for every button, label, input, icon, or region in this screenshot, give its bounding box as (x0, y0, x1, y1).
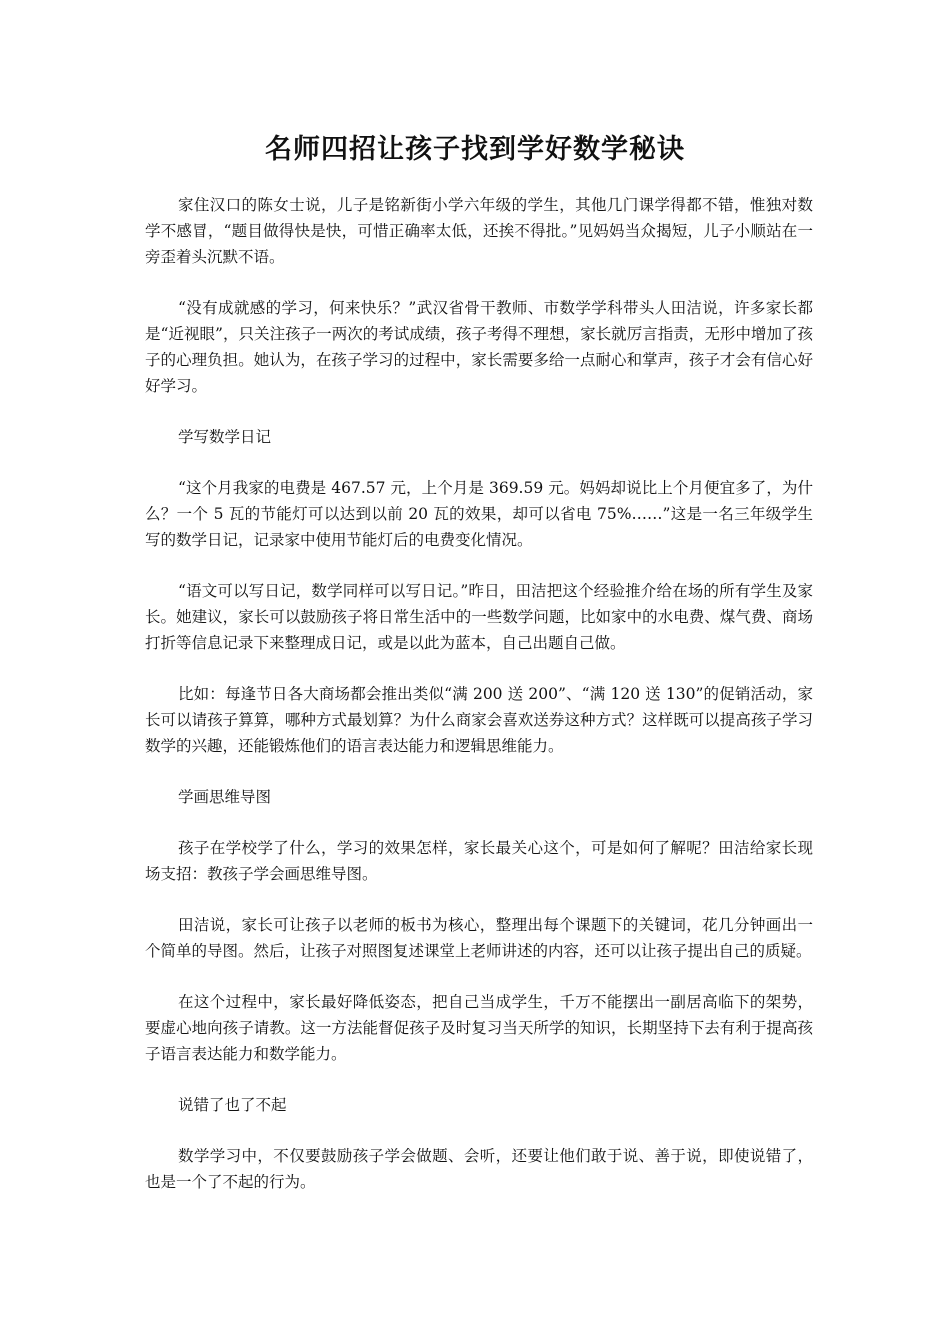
paragraph: 比如：每逢节日各大商场都会推出类似“满 200 送 200”、“满 120 送 130”的促销活动，家长可以请孩子算算，哪种方式最划算？为什么商家会喜欢送券这种方式？这样既可以提高孩子学习数学的兴趣，还能锻炼他们的语言表达能力和逻辑思维能力。 (145, 685, 813, 755)
section-heading: 说错了也了不起 (178, 1096, 287, 1114)
paragraph: “这个月我家的电费是 467.57 元，上个月是 369.59 元。妈妈却说比上个月便宜多了，为什么？一个 5 瓦的节能灯可以达到以前 20 瓦的效果，却可以省电 75%……”这是一名三年级学生写的数学日记，记录家中使用节能灯后的电费变化情况。 (145, 479, 813, 549)
paragraph: 在这个过程中，家长最好降低姿态，把自己当成学生，千万不能摆出一副居高临下的架势，要虚心地向孩子请教。这一方法能督促孩子及时复习当天所学的知识，长期坚持下去有利于提高孩子语言表达能力和数学能力。 (145, 993, 813, 1063)
paragraph: “没有成就感的学习，何来快乐？”武汉省骨干教师、市数学学科带头人田洁说，许多家长都是“近视眼”，只关注孩子一两次的考试成绩，孩子考得不理想，家长就厉言指责，无形中增加了孩子的心理负担。她认为，在孩子学习的过程中，家长需要多给一点耐心和掌声，孩子才会有信心好好学习。 (145, 299, 813, 395)
paragraph: 数学学习中，不仅要鼓励孩子学会做题、会听，还要让他们敢于说、善于说，即使说错了，也是一个了不起的行为。 (145, 1147, 813, 1191)
paragraph: “语文可以写日记，数学同样可以写日记。”昨日，田洁把这个经验推介给在场的所有学生及家长。她建议，家长可以鼓励孩子将日常生活中的一些数学问题，比如家中的水电费、煤气费、商场打折等信息记录下来整理成日记，或是以此为蓝本，自己出题自己做。 (145, 582, 813, 652)
paragraph: 孩子在学校学了什么，学习的效果怎样，家长最关心这个，可是如何了解呢？田洁给家长现场支招：教孩子学会画思维导图。 (145, 839, 813, 883)
article-body (145, 192, 813, 1220)
section-heading: 学写数学日记 (178, 428, 272, 446)
section-heading: 学画思维导图 (178, 788, 272, 806)
page-title: 名师四招让孩子找到学好数学秘诀 (265, 134, 685, 165)
paragraph: 家住汉口的陈女士说，儿子是铭新街小学六年级的学生，其他几门课学得都不错，惟独对数学不感冒，“题目做得快是快，可惜正确率太低，还挨不得批。”见妈妈当众揭短，儿子小顺站在一旁歪着头沉默不语。 (145, 196, 813, 266)
paragraph: 田洁说，家长可让孩子以老师的板书为核心，整理出每个课题下的关键词，花几分钟画出一个简单的导图。然后，让孩子对照图复述课堂上老师讲述的内容，还可以让孩子提出自己的质疑。 (145, 916, 813, 960)
